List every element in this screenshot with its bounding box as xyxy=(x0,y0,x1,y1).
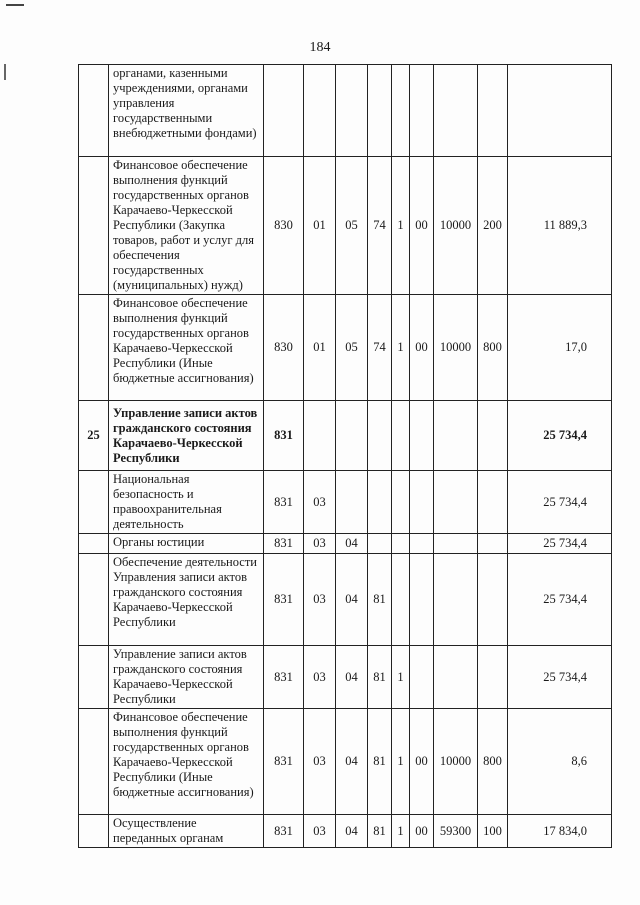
section-code-cell: 03 xyxy=(304,534,336,554)
grbs-code-cell: 830 xyxy=(264,157,304,295)
item-name-cell: Обеспечение деятельности Управления записи актов гражданского состояния Карачаево-Черкесской Республики xyxy=(109,554,264,646)
main-activity-code-cell xyxy=(410,554,434,646)
program-code-cell: 81 xyxy=(368,554,392,646)
table-row xyxy=(79,534,612,554)
main-activity-code-cell xyxy=(410,65,434,157)
subsection-code-cell xyxy=(336,65,368,157)
direction-code-cell xyxy=(434,554,478,646)
expense-type-code-cell xyxy=(478,534,508,554)
subprogram-code-cell xyxy=(392,554,410,646)
grbs-code-cell: 831 xyxy=(264,534,304,554)
row-number-cell xyxy=(79,709,109,815)
amount-cell xyxy=(508,65,612,157)
main-activity-code-cell: 00 xyxy=(410,157,434,295)
budget-table-body xyxy=(79,65,612,848)
table-row xyxy=(79,554,612,646)
section-code-cell: 03 xyxy=(304,815,336,848)
expense-type-code-cell xyxy=(478,554,508,646)
grbs-code-cell xyxy=(264,65,304,157)
item-name-cell: Управление записи актов гражданского состояния Карачаево-Черкесской Республики xyxy=(109,646,264,709)
program-code-cell: 81 xyxy=(368,646,392,709)
amount-cell: 25 734,4 xyxy=(508,471,612,534)
subprogram-code-cell xyxy=(392,401,410,471)
main-activity-code-cell: 00 xyxy=(410,815,434,848)
direction-code-cell: 10000 xyxy=(434,295,478,401)
main-activity-code-cell xyxy=(410,646,434,709)
direction-code-cell xyxy=(434,534,478,554)
row-number-cell xyxy=(79,554,109,646)
main-activity-code-cell: 00 xyxy=(410,709,434,815)
amount-cell: 17,0 xyxy=(508,295,612,401)
item-name-cell: Осуществление переданных органам xyxy=(109,815,264,848)
table-row xyxy=(79,157,612,295)
amount-cell: 25 734,4 xyxy=(508,534,612,554)
subsection-code-cell: 04 xyxy=(336,709,368,815)
main-activity-code-cell: 00 xyxy=(410,295,434,401)
section-code-cell: 03 xyxy=(304,471,336,534)
item-name-cell: Финансовое обеспечение выполнения функций государственных органов Карачаево-Черкесской Республики (Иные бюджетные ассигнования) xyxy=(109,295,264,401)
subsection-code-cell: 05 xyxy=(336,295,368,401)
row-number-cell xyxy=(79,65,109,157)
section-code-cell: 03 xyxy=(304,646,336,709)
program-code-cell xyxy=(368,401,392,471)
direction-code-cell xyxy=(434,401,478,471)
table-row xyxy=(79,401,612,471)
row-number-cell xyxy=(79,815,109,848)
row-number-cell xyxy=(79,157,109,295)
table-row xyxy=(79,815,612,848)
table-row xyxy=(79,295,612,401)
grbs-code-cell: 831 xyxy=(264,815,304,848)
grbs-code-cell: 831 xyxy=(264,554,304,646)
amount-cell: 25 734,4 xyxy=(508,646,612,709)
subprogram-code-cell: 1 xyxy=(392,157,410,295)
expense-type-code-cell xyxy=(478,646,508,709)
amount-cell: 25 734,4 xyxy=(508,554,612,646)
amount-cell: 17 834,0 xyxy=(508,815,612,848)
grbs-code-cell: 831 xyxy=(264,709,304,815)
direction-code-cell xyxy=(434,471,478,534)
main-activity-code-cell xyxy=(410,471,434,534)
subsection-code-cell: 04 xyxy=(336,815,368,848)
amount-cell: 25 734,4 xyxy=(508,401,612,471)
table-row xyxy=(79,471,612,534)
program-code-cell xyxy=(368,471,392,534)
row-number-cell xyxy=(79,295,109,401)
subsection-code-cell: 04 xyxy=(336,554,368,646)
section-code-cell xyxy=(304,65,336,157)
item-name-cell: Финансовое обеспечение выполнения функций государственных органов Карачаево-Черкесской Республики (Иные бюджетные ассигнования) xyxy=(109,709,264,815)
subsection-code-cell: 05 xyxy=(336,157,368,295)
item-name-cell: Национальная безопасность и правоохранительная деятельность xyxy=(109,471,264,534)
item-name-cell: Финансовое обеспечение выполнения функций государственных органов Карачаево-Черкесской Республики (Закупка товаров, работ и услуг для обеспечения государственных (муниципальных) нужд) xyxy=(109,157,264,295)
grbs-code-cell: 831 xyxy=(264,471,304,534)
direction-code-cell xyxy=(434,65,478,157)
section-code-cell: 01 xyxy=(304,295,336,401)
subprogram-code-cell xyxy=(392,65,410,157)
program-code-cell: 74 xyxy=(368,295,392,401)
program-code-cell xyxy=(368,534,392,554)
direction-code-cell xyxy=(434,646,478,709)
section-code-cell xyxy=(304,401,336,471)
expense-type-code-cell: 800 xyxy=(478,295,508,401)
scan-edge-mark xyxy=(4,64,6,80)
subsection-code-cell xyxy=(336,471,368,534)
section-code-cell: 03 xyxy=(304,554,336,646)
direction-code-cell: 59300 xyxy=(434,815,478,848)
subsection-code-cell: 04 xyxy=(336,534,368,554)
expense-type-code-cell: 100 xyxy=(478,815,508,848)
item-name-cell: органами, казенными учреждениями, органами управления государственными внебюджетными фондами) xyxy=(109,65,264,157)
row-number-cell: 25 xyxy=(79,401,109,471)
row-number-cell xyxy=(79,646,109,709)
grbs-code-cell: 831 xyxy=(264,401,304,471)
subprogram-code-cell: 1 xyxy=(392,709,410,815)
expense-type-code-cell: 200 xyxy=(478,157,508,295)
expense-type-code-cell: 800 xyxy=(478,709,508,815)
subprogram-code-cell xyxy=(392,534,410,554)
section-code-cell: 03 xyxy=(304,709,336,815)
program-code-cell: 81 xyxy=(368,815,392,848)
subprogram-code-cell xyxy=(392,471,410,534)
subprogram-code-cell: 1 xyxy=(392,646,410,709)
subprogram-code-cell: 1 xyxy=(392,815,410,848)
amount-cell: 8,6 xyxy=(508,709,612,815)
program-code-cell xyxy=(368,65,392,157)
subsection-code-cell: 04 xyxy=(336,646,368,709)
section-code-cell: 01 xyxy=(304,157,336,295)
grbs-code-cell: 831 xyxy=(264,646,304,709)
program-code-cell: 74 xyxy=(368,157,392,295)
program-code-cell: 81 xyxy=(368,709,392,815)
scan-edge-mark xyxy=(6,4,24,6)
row-number-cell xyxy=(79,471,109,534)
expense-type-code-cell xyxy=(478,65,508,157)
row-number-cell xyxy=(79,534,109,554)
main-activity-code-cell xyxy=(410,534,434,554)
amount-cell: 11 889,3 xyxy=(508,157,612,295)
item-name-cell: Управление записи актов гражданского состояния Карачаево-Черкесской Республики xyxy=(109,401,264,471)
table-row xyxy=(79,646,612,709)
expense-type-code-cell xyxy=(478,401,508,471)
budget-table xyxy=(78,64,612,848)
main-activity-code-cell xyxy=(410,401,434,471)
subsection-code-cell xyxy=(336,401,368,471)
expense-type-code-cell xyxy=(478,471,508,534)
table-row xyxy=(79,65,612,157)
item-name-cell: Органы юстиции xyxy=(109,534,264,554)
page-number: 184 xyxy=(309,40,331,55)
grbs-code-cell: 830 xyxy=(264,295,304,401)
direction-code-cell: 10000 xyxy=(434,157,478,295)
direction-code-cell: 10000 xyxy=(434,709,478,815)
table-row xyxy=(79,709,612,815)
subprogram-code-cell: 1 xyxy=(392,295,410,401)
